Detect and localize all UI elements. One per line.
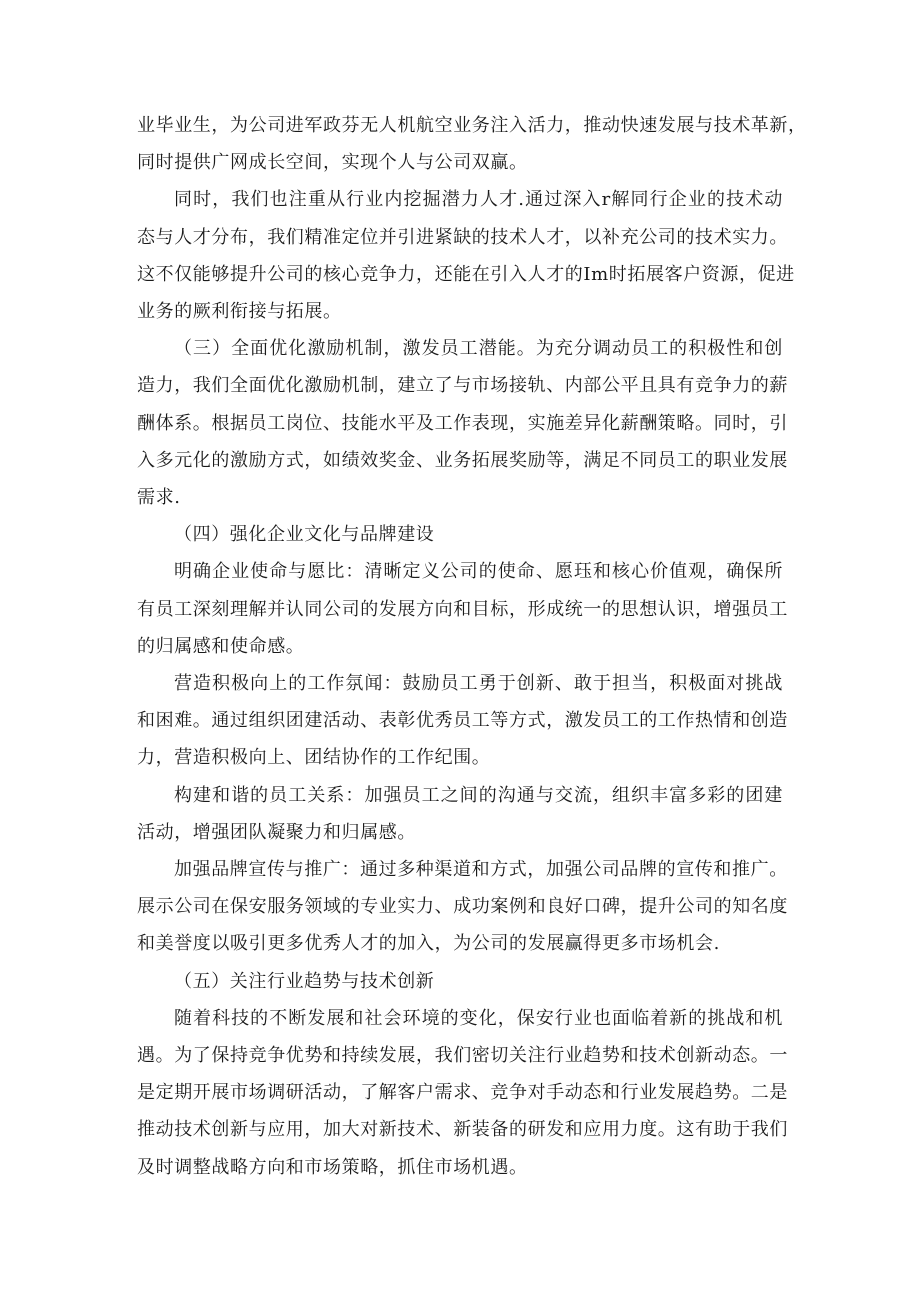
text-line: 态与人才分布，我们精准定位并引进紧缺的技术人才，以补充公司的技术实力。 bbox=[137, 227, 788, 248]
text-line: 酬体系。根据员工岗位、技能水平及工作表现，实施差异化薪酬策略。同时，引 bbox=[137, 413, 788, 434]
text-line: 业务的厥利衔接与拓展。 bbox=[137, 301, 342, 322]
text-line: 活动，增强团队凝聚力和归属感。 bbox=[137, 822, 416, 843]
text-line: 是定期开展市场调研活动，了解客户需求、竞争对手动态和行业发展趋势。二是 bbox=[137, 1082, 788, 1103]
text-line: 及时调整战略方向和市场策略，抓住市场机遇。 bbox=[137, 1157, 528, 1178]
text-line: 展示公司在保安服务领域的专业实力、成功案例和良好口碑，提升公司的知名度 bbox=[137, 896, 788, 917]
text-line: 遇。为了保持竞争优势和持续发展，我们密切关注行业趋势和技术创新动态。一 bbox=[137, 1045, 788, 1066]
text-line: 推动技术创新与应用，加大对新技术、新装备的研发和应用力度。这有助于我们 bbox=[137, 1119, 788, 1140]
text-line: 的归属感和使命感。 bbox=[137, 636, 305, 657]
text-line: 加强品牌宣传与推广：通过多种渠道和方式，加强公司品牌的宣传和推广。 bbox=[174, 859, 788, 880]
text-line: 随着科技的不断发展和社会环境的变化，保安行业也面临着新的挑战和机 bbox=[174, 1008, 783, 1029]
text-line: 同时提供广网成长空间，实现个人与公司双赢。 bbox=[137, 152, 528, 173]
text-line: 和困难。通过组织团建活动、表彰优秀员工等方式，激发员工的工作热情和创造 bbox=[137, 710, 788, 731]
text-line: 营造积极向上的工作氛闻：鼓励员工勇于创新、敢于担当，积极面对挑战 bbox=[174, 673, 783, 694]
text-line: 明确企业使命与愿比：清晰定义公司的使命、愿珏和核心价值观，确保所 bbox=[174, 561, 783, 582]
section-heading-4: （四）强化企业文化与品牌建设 bbox=[174, 524, 435, 545]
text-line: 力，营造积极向上、团结协作的工作纪围。 bbox=[137, 747, 491, 768]
text-line: 有员工深刻理解并认同公司的发展方向和目标，形成统一的思想认识，增强员工 bbox=[137, 599, 788, 620]
text-line: 需求. bbox=[137, 487, 181, 508]
text-line: 构建和谐的员工关系：加强员工之间的沟通与交流，组织丰富多彩的团建 bbox=[174, 785, 783, 806]
text-line: 这不仅能够提升公司的核心竞争力，还能在引入人才的Im时拓展客户资源，促进 bbox=[137, 264, 795, 285]
section-heading-3: （三）全面优化激励机制，激发员工潜能。为充分调动员工的积极性和创 bbox=[174, 338, 783, 359]
text-line: 同时，我们也注重从行业内挖掘潜力人才.通过深入r解同行企业的技术动 bbox=[174, 189, 783, 210]
text-line: 业毕业生，为公司进军政芬无人机航空业务注入活力，推动快速发展与技术革新， bbox=[137, 115, 807, 136]
section-heading-5: （五）关注行业趋势与技术创新 bbox=[174, 971, 435, 992]
text-line: 造力，我们全面优化激励机制，建立了与市场接轨、内部公平且具有竞争力的薪 bbox=[137, 375, 788, 396]
text-line: 入多元化的激励方式，如绩效奖金、业务拓展奖励等，满足不同员工的职业发展 bbox=[137, 450, 788, 471]
text-line: 和美誉度以吸引更多优秀人才的加入，为公司的发展赢得更多市场机会. bbox=[137, 933, 720, 954]
